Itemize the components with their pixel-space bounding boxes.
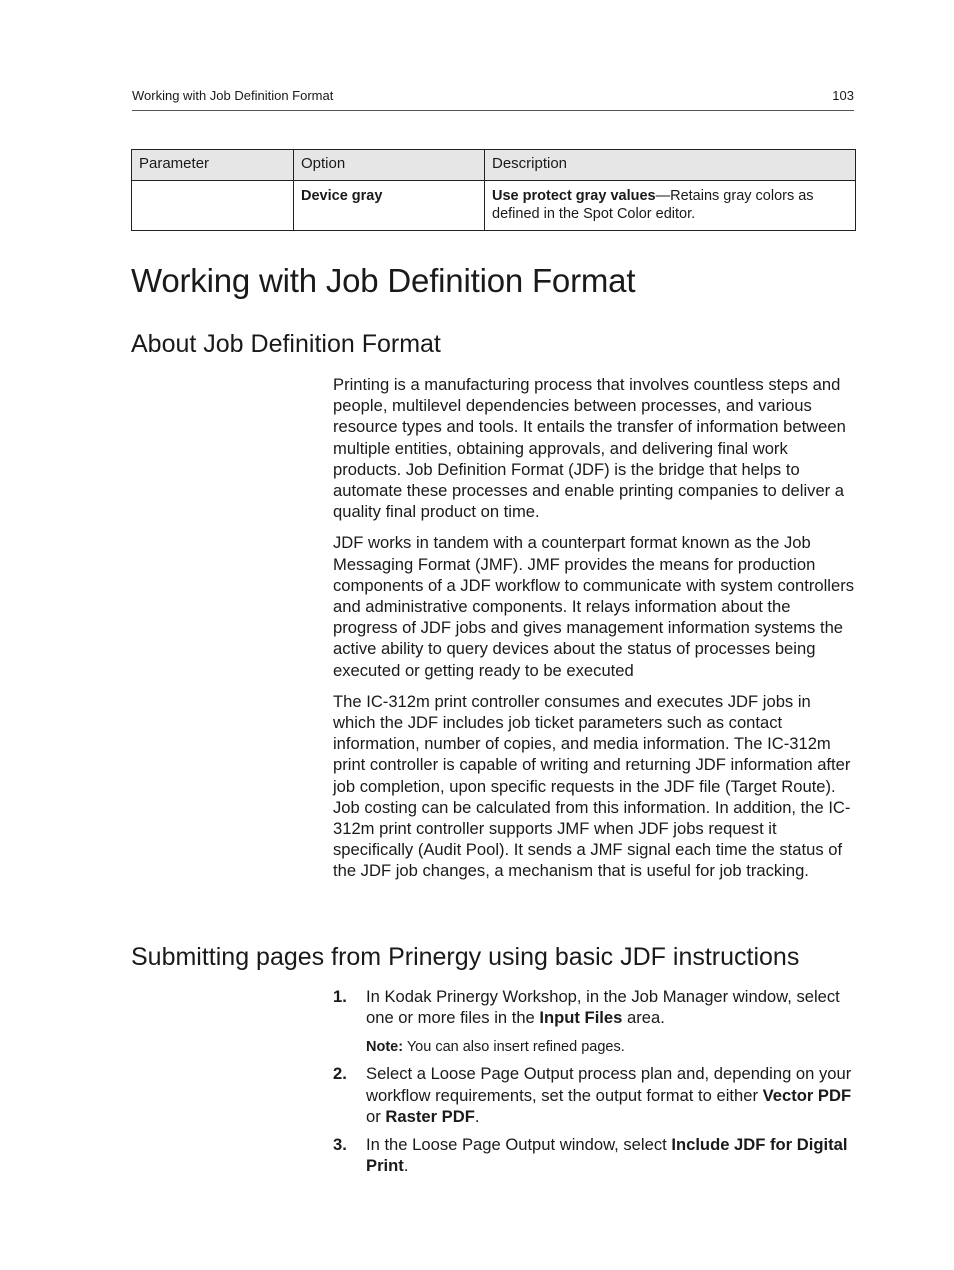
parameter-table <box>131 149 856 231</box>
page-title: Working with Job Definition Format <box>131 262 636 299</box>
step-text: . <box>474 1106 480 1126</box>
step-text: or <box>366 1106 386 1126</box>
steps-list <box>333 986 855 1183</box>
header-title: Working with Job Definition Format <box>132 88 334 103</box>
about-body <box>333 374 855 892</box>
step-ui-term: Input Files <box>539 1008 623 1028</box>
about-paragraph-2: JDF works in tandem with a counterpart format known as the Job Messaging Format (JMF). JMF provides the means for production components of a JDF workflow to communicate with system controllers and administrative components. It relays information about the progress of JDF jobs and gives management information systems the active ability to query devices about the status of processes being executed or getting ready to be executed <box>333 533 855 680</box>
column-header-parameter: Parameter <box>132 150 294 181</box>
step-text: In Kodak Prinergy Workshop, in the Job Manager window, select one or more files in the <box>366 987 840 1028</box>
step-number: 3. <box>333 1135 347 1155</box>
step-ui-term: Include JDF for Digital Print <box>366 1135 848 1176</box>
about-heading: About Job Definition Format <box>131 330 441 358</box>
list-item <box>333 1134 855 1176</box>
step-text: Select a Loose Page Output process plan and, depending on your workflow requirements, set the output format to either <box>366 1064 852 1105</box>
step-text: . <box>403 1156 409 1176</box>
step-ui-term: Vector PDF <box>762 1085 852 1105</box>
table-header-row <box>132 150 856 181</box>
page-number: 103 <box>832 88 854 103</box>
cell-option <box>294 181 485 231</box>
description-text: —Retains gray colors as defined in the Spot Color editor. <box>492 188 814 222</box>
note <box>366 1038 855 1056</box>
submitting-heading: Submitting pages from Prinergy using basic JDF instructions <box>131 943 800 971</box>
about-paragraph-1: Printing is a manufacturing process that involves countless steps and people, multilevel dependencies between processes, and various resource types and tools. It entails the transfer of information between multiple entities, obtaining approvals, and delivering final work products. Job Definition Format (JDF) is the bridge that helps to automate these processes and enable printing companies to deliver a quality final product on time. <box>333 375 846 522</box>
column-header-option: Option <box>294 150 485 181</box>
note-label: Note: <box>366 1039 404 1056</box>
list-item <box>333 1063 855 1127</box>
step-text: area. <box>622 1008 665 1028</box>
running-header <box>132 88 854 111</box>
step-ui-term: Raster PDF <box>385 1106 475 1126</box>
column-header-description: Description <box>485 150 856 181</box>
list-item <box>333 986 855 1056</box>
table-row <box>132 181 856 231</box>
cell-parameter <box>132 181 294 231</box>
note-text: You can also insert refined pages. <box>403 1039 625 1056</box>
option-value: Device gray <box>301 188 383 204</box>
about-paragraph-3: The IC-312m print controller consumes and executes JDF jobs in which the JDF includes job ticket parameters such as contact information, number of copies, and media information. The IC-312m print controller is capable of writing and returning JDF information after job completion, upon specific requests in the JDF file (Target Route). Job costing can be calculated from this information. In addition, the IC-312m print controller supports JMF when JDF jobs request it specifically (Audit Pool). It sends a JMF signal each time the status of the JDF job changes, a mechanism that is useful for job tracking. <box>333 691 851 881</box>
cell-description <box>485 181 856 231</box>
description-term: Use protect gray values <box>492 188 656 204</box>
step-number: 2. <box>333 1064 347 1084</box>
step-number: 1. <box>333 987 347 1006</box>
step-text: In the Loose Page Output window, select <box>366 1135 672 1155</box>
